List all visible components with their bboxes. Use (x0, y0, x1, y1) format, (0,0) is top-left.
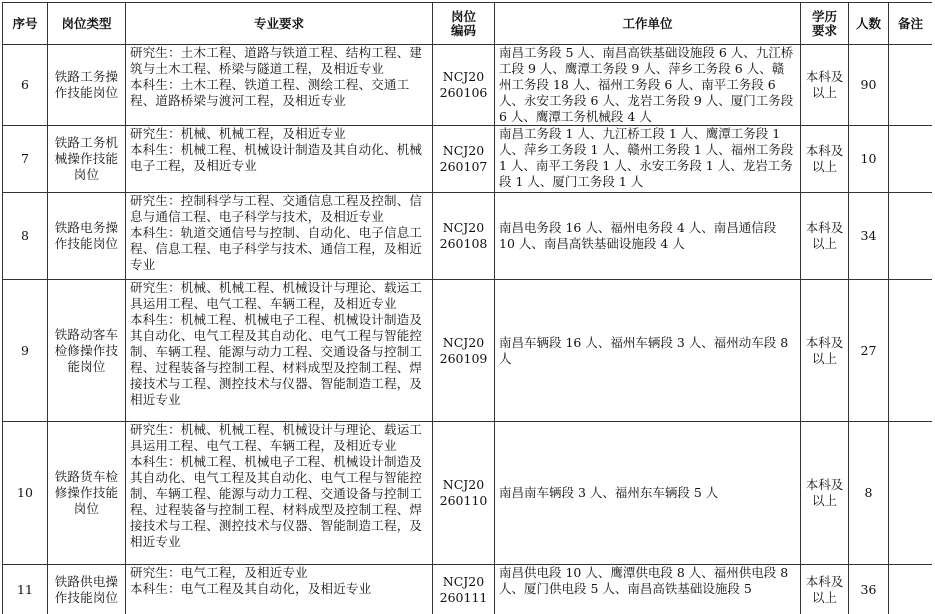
row-units: 南昌南车辆段 3 人、福州东车辆段 5 人 (495, 422, 801, 565)
row-req-grad: 研究生：机械、机械工程、机械设计与理论、载运工具运用工程、电气工程、车辆工程，及相近专业 (130, 280, 423, 311)
row-edu: 本科及以上 (801, 126, 849, 193)
row-remark (889, 565, 933, 614)
row-code-line2: 260107 (439, 159, 488, 174)
row-code (433, 565, 495, 614)
row-code-line2: 260109 (439, 350, 488, 366)
header-code-line2: 编码 (450, 22, 476, 38)
row-remark (889, 280, 933, 422)
row-type-text: 铁路工务操作技能岗位 (54, 69, 119, 100)
row-edu: 本科及以上 (801, 422, 849, 565)
row-code-line1: NCJ20 (442, 143, 485, 158)
row-req-ug: 本科生：机械工程、机械电子工程、机械设计制造及其自动化、电气工程及其自动化、电气工程与智能控制、车辆工程、能源与动力工程、交通设备与控制工程、过程装备与控制工程、材料成型及控制工程、焊接技术与工程、测控技术与仪器、智能制造工程，及相近专业 (130, 454, 423, 549)
row-no: 11 (3, 565, 48, 614)
table-row (3, 565, 933, 614)
row-no: 9 (3, 280, 48, 422)
row-units: 南昌工务段 5 人、南昌高铁基础设施段 6 人、九江桥工段 9 人、鹰潭工务段 9 人、萍乡工务段 6 人、赣州工务段 18 人、福州工务段 6 人、南平工务段 6 人、永安工务段 6 人、龙岩工务段 9 人、厦门工务段 6 人、鹰潭工务机械段 4 人 (495, 45, 801, 126)
row-count: 36 (849, 565, 889, 614)
header-edu (801, 3, 849, 45)
row-remark (889, 193, 933, 280)
row-major (126, 126, 433, 193)
row-edu: 本科及以上 (801, 280, 849, 422)
row-req-grad: 研究生：机械、机械工程、机械设计与理论、载运工具运用工程、电气工程、车辆工程，及相近专业 (130, 422, 423, 453)
row-count: 90 (849, 45, 889, 126)
row-code-line1: NCJ20 (442, 69, 485, 84)
row-units: 南昌车辆段 16 人、福州车辆段 3 人、福州动车段 8 人 (495, 280, 801, 422)
row-code (433, 126, 495, 193)
row-code-line1: NCJ20 (442, 334, 485, 350)
row-code-line1: NCJ20 (442, 220, 485, 235)
row-code (433, 193, 495, 280)
header-no: 序号 (3, 3, 48, 45)
header-row (3, 3, 933, 45)
row-code (433, 422, 495, 565)
row-type-text: 铁路货车检修操作技能岗位 (54, 469, 119, 516)
row-req-ug: 本科生：土木工程、铁道工程、测绘工程、交通工程、道路桥梁与渡河工程，及相近专业 (130, 77, 410, 108)
row-units: 南昌电务段 16 人、福州电务段 4 人、南昌通信段 10 人、南昌高铁基础设施段 4 人 (495, 193, 801, 280)
row-no: 7 (3, 126, 48, 193)
row-type-text: 铁路电务操作技能岗位 (54, 220, 119, 251)
row-type-text: 铁路动客车检修操作技能岗位 (54, 326, 119, 374)
row-req-ug: 本科生：轨道交通信号与控制、自动化、电子信息工程、信息工程、电子科学与技术、通信工程，及相近专业 (130, 225, 423, 272)
header-edu-line1: 学历 (811, 8, 837, 24)
row-type (48, 565, 126, 614)
row-req-grad: 研究生：控制科学与工程、交通信息工程及控制、信息与通信工程、电子科学与技术，及相近专业 (130, 193, 423, 224)
row-type (48, 422, 126, 565)
row-code-line1: NCJ20 (442, 573, 485, 589)
row-type-text: 铁路供电操作技能岗位 (54, 573, 119, 605)
row-code (433, 280, 495, 422)
row-no: 10 (3, 422, 48, 565)
row-code (433, 45, 495, 126)
header-code-line1: 岗位 (450, 8, 476, 24)
row-type (48, 45, 126, 126)
row-count: 27 (849, 280, 889, 422)
row-type-text: 铁路工务机械操作技能岗位 (54, 135, 119, 182)
header-type: 岗位类型 (48, 3, 126, 45)
table-row (3, 280, 933, 422)
row-edu: 本科及以上 (801, 565, 849, 614)
row-major (126, 193, 433, 280)
table-container (2, 2, 932, 614)
row-req-grad: 研究生：机械、机械工程，及相近专业 (130, 126, 346, 141)
row-remark (889, 422, 933, 565)
row-edu: 本科及以上 (801, 193, 849, 280)
row-units: 南昌工务段 1 人、九江桥工段 1 人、鹰潭工务段 1 人、萍乡工务段 1 人、赣州工务段 1 人、福州工务段 1 人、南平工务段 1 人、永安工务段 1 人、龙岩工务段 1 人、厦门工务段 1 人 (495, 126, 801, 193)
row-req-ug: 本科生：电气工程及其自动化，及相近专业 (130, 581, 372, 596)
row-major (126, 565, 433, 614)
header-count: 人数 (849, 3, 889, 45)
row-edu: 本科及以上 (801, 45, 849, 126)
row-req-ug: 本科生：机械工程、机械电子工程、机械设计制造及其自动化、电气工程及其自动化、电气工程与智能控制、车辆工程、能源与动力工程、交通设备与控制工程、过程装备与控制工程、材料成型及控制工程、焊接技术与工程、测控技术与仪器、智能制造工程，及相近专业 (130, 312, 423, 407)
row-major (126, 45, 433, 126)
header-code (433, 3, 495, 45)
row-count: 8 (849, 422, 889, 565)
row-no: 6 (3, 45, 48, 126)
row-code-line1: NCJ20 (442, 477, 485, 492)
row-major (126, 280, 433, 422)
table-row (3, 126, 933, 193)
row-req-grad: 研究生：电气工程，及相近专业 (130, 565, 308, 580)
row-major (126, 422, 433, 565)
row-type (48, 193, 126, 280)
header-units: 工作单位 (495, 3, 801, 45)
row-code-line2: 260108 (439, 236, 488, 251)
table-row (3, 45, 933, 126)
row-req-ug: 本科生：机械工程、机械设计制造及其自动化、机械电子工程，及相近专业 (130, 142, 423, 173)
row-remark (889, 45, 933, 126)
row-code-line2: 260111 (439, 589, 488, 605)
row-count: 10 (849, 126, 889, 193)
row-code-line2: 260110 (439, 493, 488, 508)
row-no: 8 (3, 193, 48, 280)
row-type (48, 126, 126, 193)
recruitment-table (2, 2, 932, 614)
row-req-grad: 研究生：土木工程、道路与铁道工程、结构工程、建筑与土木工程、桥梁与隧道工程，及相近专业 (130, 45, 423, 76)
row-units: 南昌供电段 10 人、鹰潭供电段 8 人、福州供电段 8 人、厦门供电段 5 人、南昌高铁基础设施段 5 (495, 565, 801, 614)
header-remark: 备注 (889, 3, 933, 45)
row-count: 34 (849, 193, 889, 280)
row-type (48, 280, 126, 422)
header-edu-line2: 要求 (811, 22, 837, 38)
row-code-line2: 260106 (439, 85, 488, 100)
header-major: 专业要求 (126, 3, 433, 45)
table-row (3, 193, 933, 280)
row-remark (889, 126, 933, 193)
table-row (3, 422, 933, 565)
